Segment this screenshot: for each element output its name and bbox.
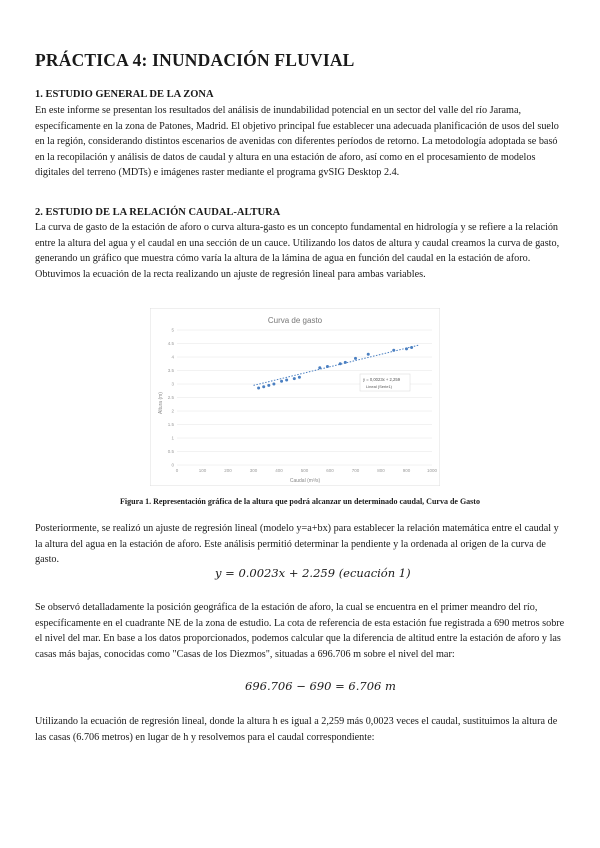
data-point	[344, 361, 347, 364]
section-2-heading: 2. ESTUDIO DE LA RELACIÓN CAUDAL-ALTURA	[35, 207, 281, 218]
data-point	[257, 387, 260, 390]
y-tick-label: 4	[171, 354, 174, 360]
x-tick-label: 400	[275, 468, 283, 473]
data-point	[339, 362, 342, 365]
x-tick-label: 900	[402, 468, 411, 473]
x-tick-label: 1000	[426, 468, 438, 473]
station-paragraph: Se observó detalladamente la posición geográfica de la estación de aforo, la cual se encuentra en el primer meandro del río, específicamente en el cuadrante NE de la zona de estudio. La cota de referencia de esta estación fue registrada a 690 metros sobre el nivel del mar. En base a los datos proporcionados, podemos calcular que la diferencia de altitud entre la estación de aforo y las casas más bajas, conocidas como "Casas de los Diezmos", situadas a 696.706 m sobre el nivel del mar:	[35, 602, 565, 660]
data-point	[272, 383, 275, 386]
section-1-heading: 1. ESTUDIO GENERAL DE LA ZONA	[35, 89, 214, 100]
equation-2: 696.706 − 690 = 6.706 m	[245, 679, 396, 693]
y-tick-label: 3.5	[167, 368, 174, 373]
data-point	[262, 385, 265, 388]
gauge-curve-chart	[150, 308, 440, 486]
data-point	[410, 346, 413, 349]
data-point	[280, 380, 283, 383]
data-point	[354, 357, 357, 360]
x-tick-label: 500	[300, 468, 309, 473]
section-1-text: En este informe se presentan los resultados del análisis de inundabilidad potencial en un sector del valle del río Jarama, específicamente en la zona de Patones, Madrid. El objetivo principal fue establecer una adecuada planificación de usos del suelo en la región, considerando distintos escenarios de avenidas con diferentes períodos de retorno. La metodología adoptada se basó en la recopilación y análisis de datos de caudal y altura en una estación de aforo, así como en el procesamiento de modelos digitales del terreno (MDTs) e imágenes raster mediante el programa gvSIG Desktop 2.4.	[35, 105, 559, 179]
x-tick-label: 700	[351, 468, 360, 473]
section-2-text: La curva de gasto de la estación de aforo o curva altura-gasto es un concepto fundamental en hidrología y se refiere a la relación entre la altura del agua y el caudal en una sección de un cauce. Utilizando los datos de altura y caudal creamos la curva de gasto, generando un gráfico que muestra cómo varía la altura de la lámina de agua en función del caudal en la estación de aforo. Obtuvimos la ecuación de la recta realizando un ajuste de regresión lineal para ambas variables.	[35, 222, 560, 280]
page-title: PRÁCTICA 4: INUNDACIÓN FLUVIAL	[35, 50, 355, 70]
data-point	[405, 347, 408, 350]
trend-legend: Lineal (Serie1)	[366, 384, 393, 389]
y-axis-label: Altura (m)	[158, 392, 164, 414]
data-point	[298, 376, 301, 379]
figure-caption: Figura 1. Representación gráfica de la altura que podrá alcanzar un determinado caudal, Curva de Gasto	[120, 497, 480, 506]
y-tick-label: 2	[171, 408, 174, 414]
x-tick-label: 0	[175, 468, 179, 473]
equation-1: y = 0.0023x + 2.259 (ecuación 1)	[215, 566, 411, 580]
x-tick-label: 300	[249, 468, 258, 473]
y-tick-label: 2.5	[167, 395, 174, 400]
data-point	[392, 349, 395, 352]
data-point	[326, 365, 329, 368]
data-point	[367, 353, 370, 356]
substitution-paragraph: Utilizando la ecuación de regresión lineal, donde la altura h es igual a 2,259 más 0,0023 veces el caudal, sustituimos la altura de las casas (6.706 metros) en lugar de h y resolvemos para el caudal correspondiente:	[35, 716, 558, 743]
y-tick-label: 4.5	[167, 341, 174, 346]
y-tick-label: 1	[171, 435, 174, 441]
y-tick-label: 0	[171, 462, 174, 468]
data-point	[285, 378, 288, 381]
y-tick-label: 0.5	[167, 449, 174, 454]
x-axis-label: Caudal (m³/s)	[289, 478, 321, 484]
x-tick-label: 600	[326, 468, 334, 473]
x-tick-label: 200	[224, 468, 232, 473]
data-point	[267, 384, 270, 387]
data-point	[293, 377, 296, 380]
y-tick-label: 1.5	[167, 422, 174, 427]
chart-title: Curva de gasto	[267, 316, 323, 325]
data-point	[318, 366, 321, 369]
x-tick-label: 100	[198, 468, 207, 473]
y-tick-label: 3	[171, 381, 174, 387]
x-tick-label: 800	[377, 468, 385, 473]
trend-equation: y = 0,0023x + 2,259	[363, 377, 401, 382]
y-tick-label: 5	[171, 327, 174, 333]
regression-paragraph: Posteriormente, se realizó un ajuste de regresión lineal (modelo y=a+bx) para establecer la relación matemática entre el caudal y la altura del agua en la estación de aforo. Este análisis permitió determinar la pendiente y la ordenada al origen de la curva de gasto.	[35, 523, 559, 566]
